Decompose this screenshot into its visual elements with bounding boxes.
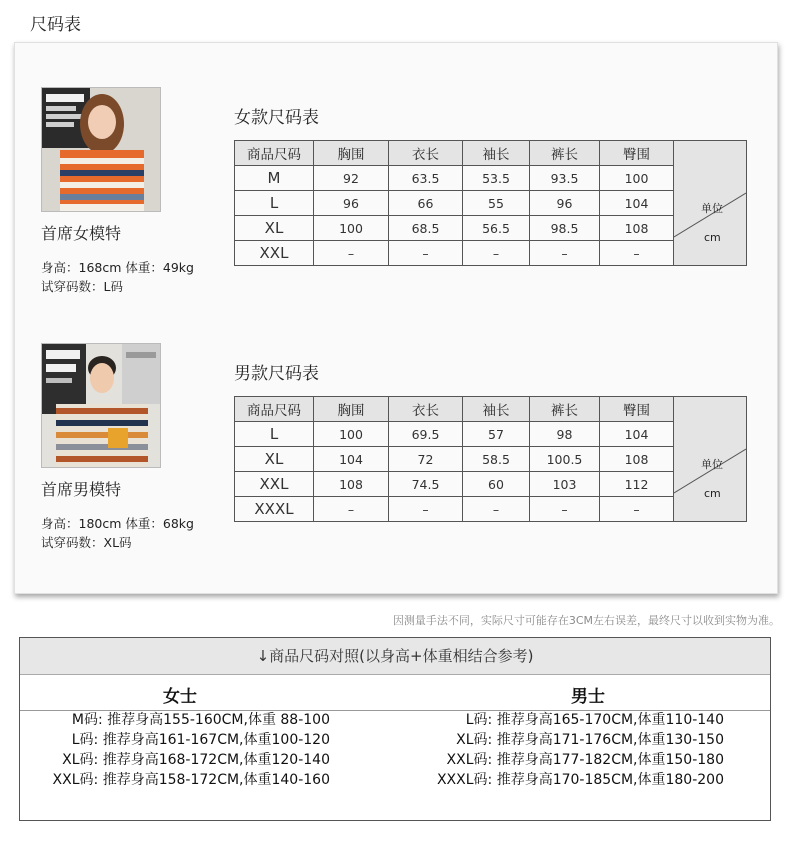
female-model-trial-size: 试穿码数：L码 [41, 279, 123, 294]
list-item: XXXL码: 推荐身高170-185CM,体重180-200 [436, 772, 724, 788]
table-cell: 63.5 [389, 166, 463, 191]
men-column-title: 男士 [571, 687, 605, 707]
header-cell: 胸围 [314, 141, 389, 166]
table-cell: 96 [314, 191, 389, 216]
male-model-trial-size: 试穿码数：XL码 [41, 535, 132, 550]
table-row [235, 216, 747, 241]
header-cell: 袖长 [463, 141, 530, 166]
size-cell: L [235, 422, 314, 447]
size-cell: M [235, 166, 314, 191]
table-cell: 103 [530, 472, 600, 497]
table-cell: 58.5 [463, 447, 530, 472]
table-cell: 92 [314, 166, 389, 191]
size-cell: XXL [235, 241, 314, 266]
unit-cell [674, 141, 747, 266]
table-row [235, 447, 747, 472]
men-section-title: 男款尺码表 [234, 364, 319, 384]
list-item: XXL码: 推荐身高158-172CM,体重140-160 [52, 772, 330, 788]
header-cell: 商品尺码 [235, 397, 314, 422]
unit-label: 单位 [701, 458, 723, 471]
table-cell: – [389, 497, 463, 522]
table-cell: 96 [530, 191, 600, 216]
table-cell: – [600, 241, 674, 266]
table-cell: 66 [389, 191, 463, 216]
header-cell: 臀围 [600, 397, 674, 422]
reference-header: ↓商品尺码对照(以身高+体重相结合参考) [20, 638, 770, 675]
list-item: L码: 推荐身高161-167CM,体重100-120 [71, 732, 330, 748]
table-cell: 55 [463, 191, 530, 216]
unit-value: cm [704, 231, 721, 244]
size-cell: XXXL [235, 497, 314, 522]
table-cell: – [463, 497, 530, 522]
table-cell: 53.5 [463, 166, 530, 191]
header-cell: 裤长 [530, 397, 600, 422]
male-model-title: 首席男模特 [41, 480, 122, 499]
page-title: 尺码表 [30, 15, 81, 35]
size-chart-panel [14, 42, 778, 594]
table-cell: – [389, 241, 463, 266]
table-cell: 68.5 [389, 216, 463, 241]
table-cell: 56.5 [463, 216, 530, 241]
list-item: XL码: 推荐身高168-172CM,体重120-140 [62, 752, 330, 768]
table-header-row [235, 141, 747, 166]
header-cell: 裤长 [530, 141, 600, 166]
male-model-stats: 身高：180cm 体重：68kg [41, 516, 194, 531]
unit-label: 单位 [701, 202, 723, 215]
table-cell: 98.5 [530, 216, 600, 241]
table-row [235, 422, 747, 447]
table-cell: 104 [600, 191, 674, 216]
table-cell: 93.5 [530, 166, 600, 191]
header-cell: 胸围 [314, 397, 389, 422]
table-cell: 72 [389, 447, 463, 472]
table-row [235, 241, 747, 266]
table-cell: 112 [600, 472, 674, 497]
table-row [235, 191, 747, 216]
men-reference-list [424, 710, 724, 790]
size-cell: XL [235, 216, 314, 241]
table-cell: – [530, 241, 600, 266]
table-cell: – [530, 497, 600, 522]
table-row [235, 166, 747, 191]
table-cell: 100 [314, 422, 389, 447]
table-cell: 60 [463, 472, 530, 497]
women-size-table [234, 140, 747, 266]
list-item: XXL码: 推荐身高177-182CM,体重150-180 [446, 752, 724, 768]
female-model-photo [41, 87, 161, 212]
header-cell: 衣长 [389, 397, 463, 422]
male-model-photo [41, 343, 161, 468]
table-row [235, 472, 747, 497]
table-cell: 69.5 [389, 422, 463, 447]
table-cell: 100 [600, 166, 674, 191]
male-model-info [41, 514, 194, 552]
header-cell: 臀围 [600, 141, 674, 166]
women-reference-list [40, 710, 330, 790]
table-cell: 108 [600, 447, 674, 472]
table-cell: 74.5 [389, 472, 463, 497]
female-model-info [41, 258, 194, 296]
table-row [235, 497, 747, 522]
measurement-note: 因测量手法不同，实际尺寸可能存在3CM左右误差，最终尺寸以收到实物为准。 [392, 614, 780, 627]
list-item: XL码: 推荐身高171-176CM,体重130-150 [456, 732, 724, 748]
table-cell: 100 [314, 216, 389, 241]
header-cell: 袖长 [463, 397, 530, 422]
table-cell: 57 [463, 422, 530, 447]
table-cell: – [314, 241, 389, 266]
female-model-stats: 身高：168cm 体重：49kg [41, 260, 194, 275]
women-section-title: 女款尺码表 [234, 108, 319, 128]
women-column-title: 女士 [163, 687, 197, 707]
female-model-title: 首席女模特 [41, 224, 122, 243]
list-item: M码: 推荐身高155-160CM,体重 88-100 [71, 712, 330, 728]
table-cell: – [600, 497, 674, 522]
men-size-table [234, 396, 747, 522]
table-cell: 108 [600, 216, 674, 241]
header-cell: 衣长 [389, 141, 463, 166]
table-cell: 98 [530, 422, 600, 447]
header-cell: 商品尺码 [235, 141, 314, 166]
table-cell: 100.5 [530, 447, 600, 472]
size-reference-box [19, 637, 771, 821]
unit-cell [674, 397, 747, 522]
table-cell: 104 [314, 447, 389, 472]
unit-value: cm [704, 487, 721, 500]
table-cell: 104 [600, 422, 674, 447]
list-item: L码: 推荐身高165-170CM,体重110-140 [465, 712, 724, 728]
size-cell: L [235, 191, 314, 216]
size-cell: XL [235, 447, 314, 472]
table-cell: – [463, 241, 530, 266]
size-cell: XXL [235, 472, 314, 497]
table-cell: – [314, 497, 389, 522]
table-cell: 108 [314, 472, 389, 497]
table-header-row [235, 397, 747, 422]
